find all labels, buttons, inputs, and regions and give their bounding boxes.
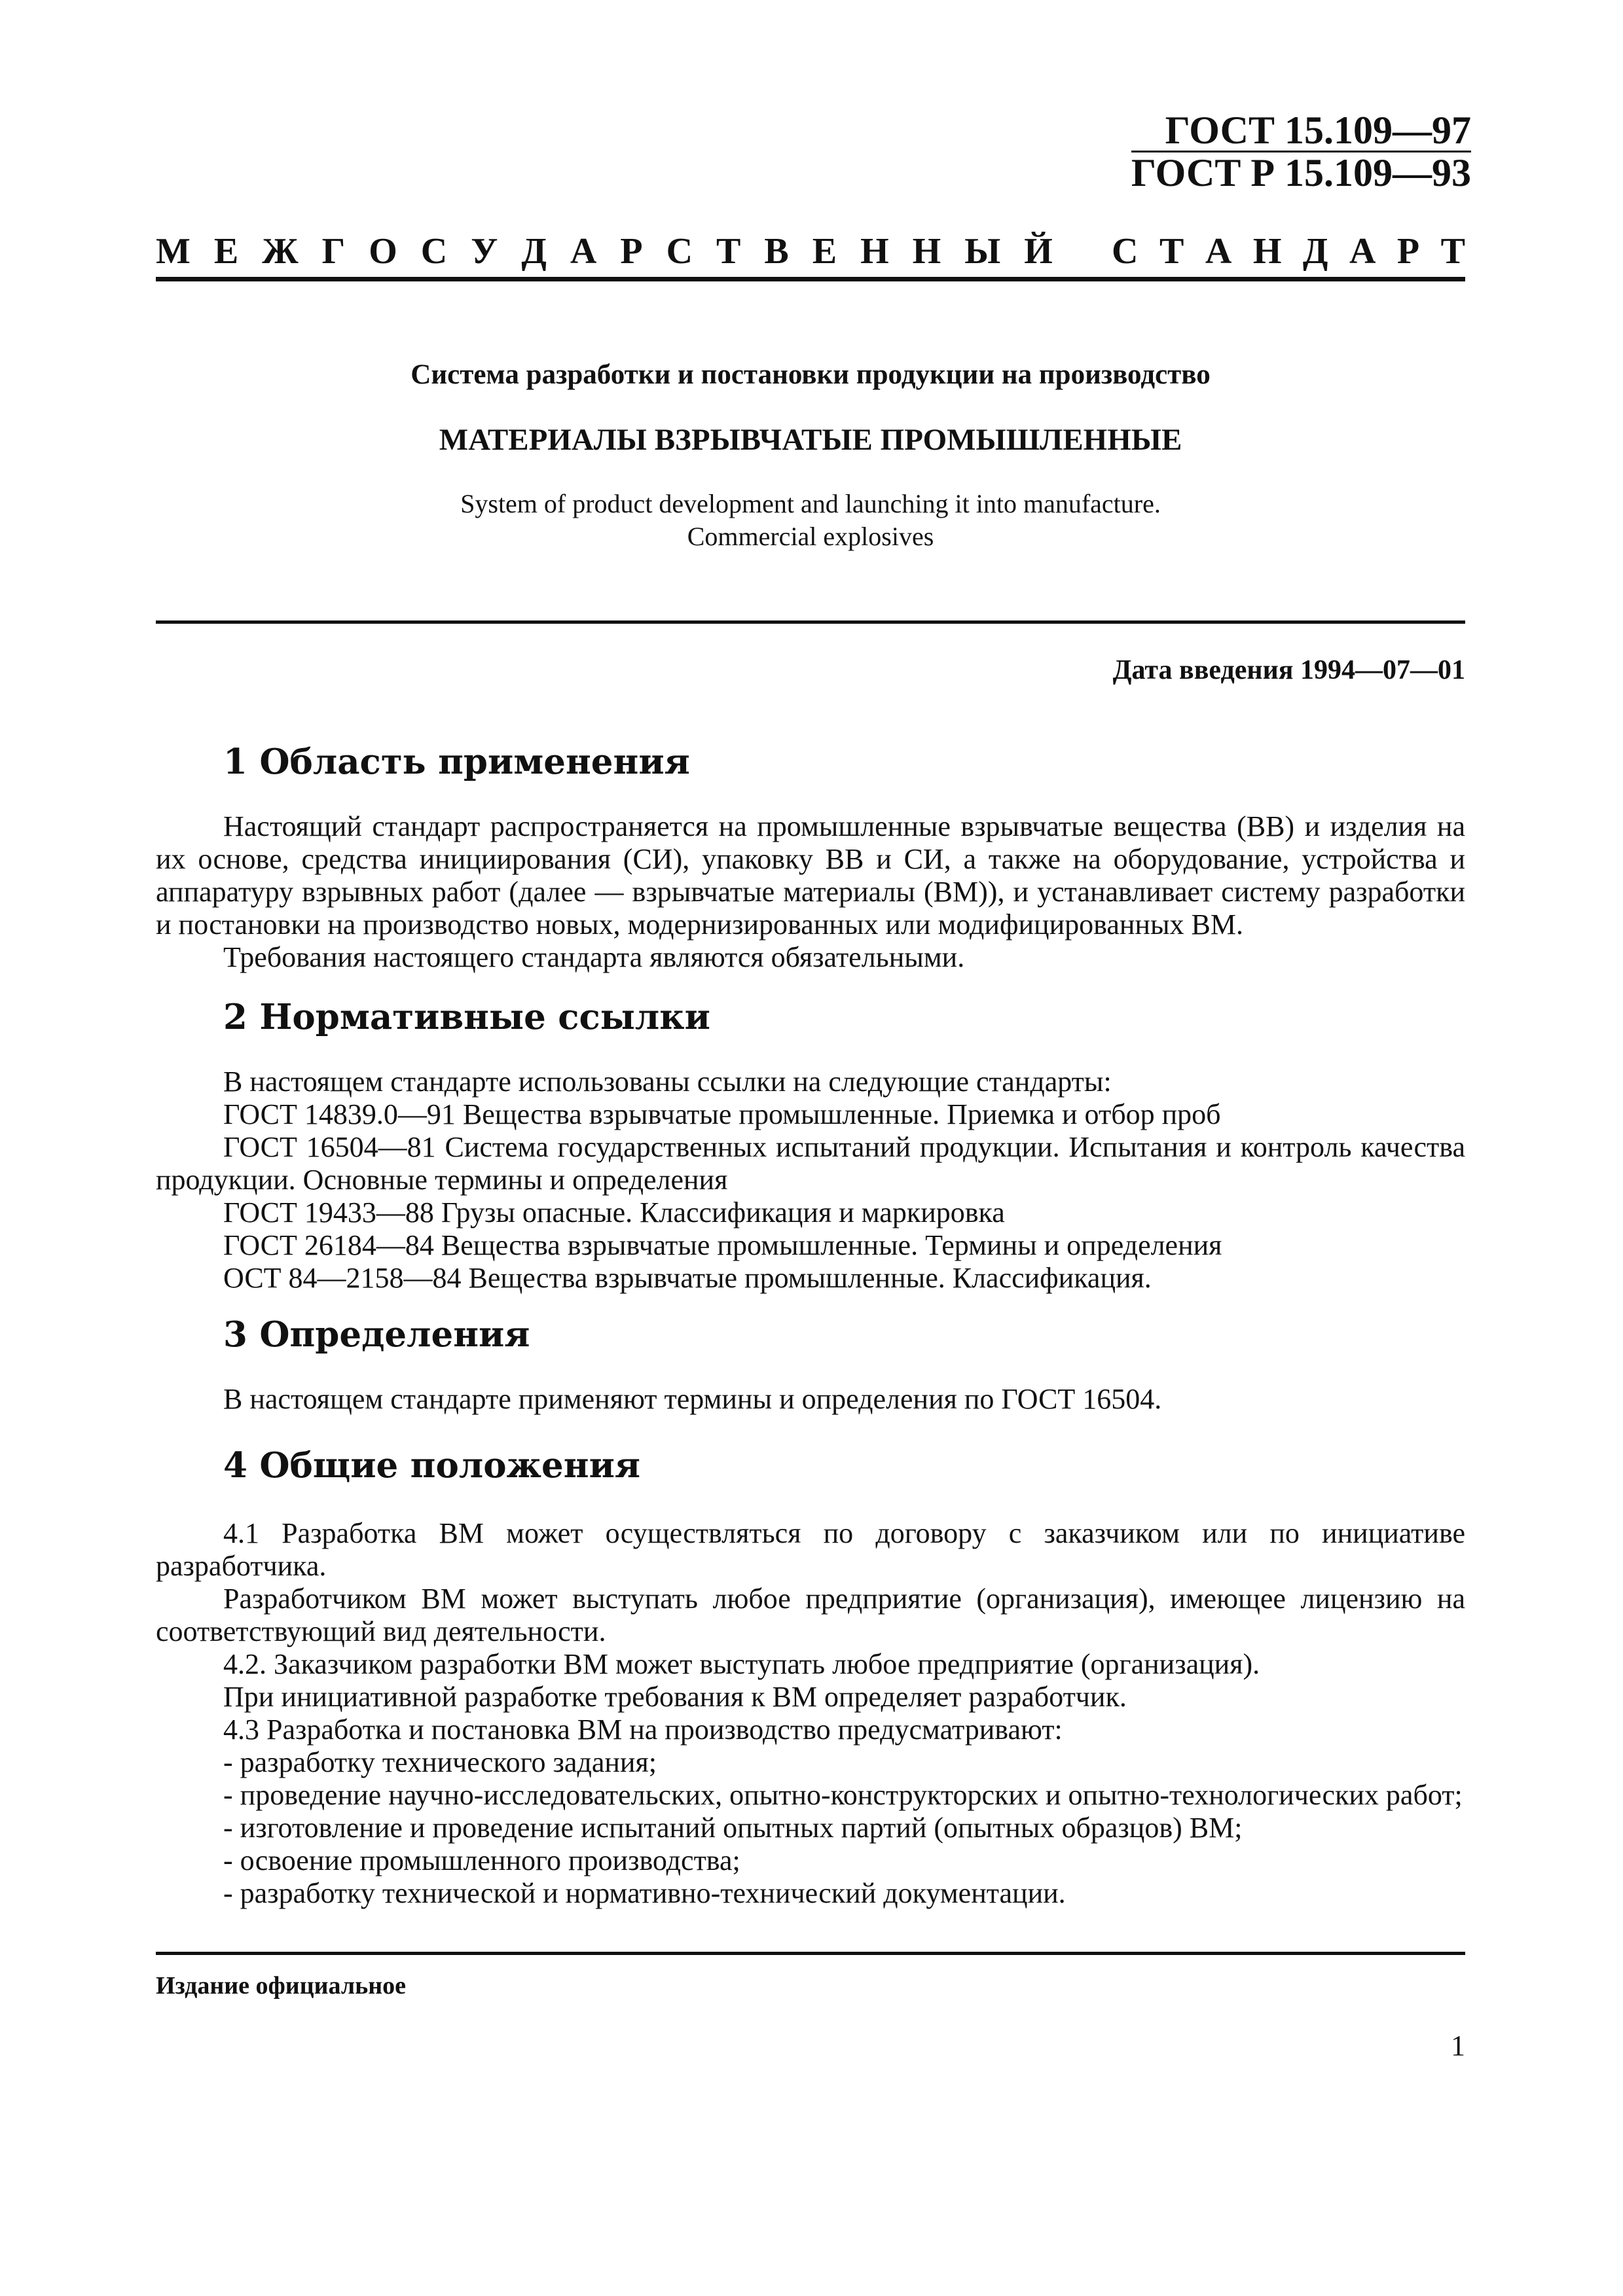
section-4-paragraph: 4.3 Разработка и постановка ВМ на производство предусматривают: [223,1713,1063,1746]
section-4-paragraph: 4.1 Разработка ВМ может осуществляться по договору с заказчиком или по инициативе разработчика. [156,1517,1465,1582]
spaced-letter: Т [716,231,741,272]
section-1-body [156,810,1465,974]
ref-item: ГОСТ 26184—84 Вещества взрывчатые промышленные. Термины и определения [223,1229,1222,1261]
section-1-paragraph: Настоящий стандарт распространяется на промышленные взрывчатые вещества (ВВ) и изделия на их основе, средства инициирования (СИ), упаковку ВВ и СИ, а также на оборудование, устройства и аппаратуру взрывных работ (далее — взрывчатые материалы (ВМ)), и устанавливает систему разработки и постановки на производство новых, модернизированных или модифицированных ВМ. [156,810,1465,941]
section-4-paragraph: 4.2. Заказчиком разработки ВМ может выступать любое предприятие (организация). [223,1648,1260,1680]
page-number: 1 [1451,2030,1465,2062]
spaced-letter: В [764,231,789,272]
main-title: МАТЕРИАЛЫ ВЗРЫВЧАТЫЕ ПРОМЫШЛЕННЫЕ [439,423,1182,457]
list-item: - разработку технического задания; [223,1746,657,1778]
spaced-letter: Е [213,231,239,272]
list-item: - освоение промышленного производства; [223,1844,740,1876]
refs-intro: В настоящем стандарте использованы ссылки на следующие стандарты: [223,1066,1112,1098]
system-title: Система разработки и постановки продукции на производство [410,359,1211,390]
english-title-line1: System of product development and launching it into manufacture. [460,489,1161,518]
spaced-letter: Ж [262,231,299,272]
spaced-letter: Р [620,231,643,272]
ref-item: ГОСТ 14839.0—91 Вещества взрывчатые промышленные. Приемка и отбор проб [223,1098,1221,1130]
gost-code-1: ГОСТ 15.109—97 [1165,109,1471,152]
section-4-heading: 4 Общие положения [223,1445,641,1486]
standard-type-word2 [1112,230,1465,272]
section-4-paragraph: Разработчиком ВМ может выступать любое предприятие (организация), имеющее лицензию на соответствующий вид деятельности. [156,1583,1465,1647]
spaced-letter: Д [521,231,547,272]
spaced-letter: А [570,231,597,272]
spaced-letter: Н [860,231,889,272]
section-1-heading: 1 Область применения [223,742,690,782]
edition-label: Издание официальное [156,1972,407,2000]
spaced-letter: Д [1302,231,1328,272]
section-2-heading: 2 Нормативные ссылки [223,997,710,1037]
spaced-letter: Н [1252,231,1282,272]
section-4-paragraph: При инициативной разработке требования к ВМ определяет разработчик. [223,1681,1127,1713]
spaced-letter: Р [1396,231,1420,272]
ref-item: ОСТ 84—2158—84 Вещества взрывчатые промышленные. Классификация. [223,1262,1152,1294]
english-title-line2: Commercial explosives [687,522,934,551]
section-2-body [156,1066,1465,1295]
spaced-letter: А [1205,231,1232,272]
spaced-letter: Ы [964,231,1001,272]
english-title [156,488,1465,553]
ref-item: ГОСТ 16504—81 Система государственных испытаний продукции. Испытания и контроль качества продукции. Основные термины и определения [156,1131,1465,1196]
spaced-letter: С [1112,231,1139,272]
section-3-body [156,1383,1465,1416]
spaced-letter: Т [1159,231,1184,272]
intro-date: Дата введения 1994—07—01 [1112,655,1465,685]
section-1-paragraph-mandatory: Требования настоящего стандарта являются обязательными. [223,941,965,973]
standard-type-word1 [156,230,1053,272]
spaced-letter: С [666,231,693,272]
title-rule [156,620,1465,624]
list-item: - проведение научно-исследовательских, опытно-конструкторских и опытно-технологических работ; [223,1779,1463,1811]
spaced-letter: С [420,231,448,272]
list-item: - изготовление и проведение испытаний опытных партий (опытных образцов) ВМ; [223,1812,1243,1844]
footer-rule [156,1952,1465,1955]
section-4-body [156,1517,1465,1910]
section-3-heading: 3 Определения [223,1314,530,1355]
section-3-paragraph: В настоящем стандарте применяют термины и определения по ГОСТ 16504. [223,1383,1162,1415]
spaced-letter: Й [1024,231,1053,272]
spaced-letter: Т [1440,231,1465,272]
header-rule [156,277,1465,281]
spaced-letter: О [369,231,397,272]
standard-type [156,230,1465,272]
spaced-letter: Е [812,231,837,272]
gost-codes [1131,110,1471,193]
list-item: - разработку технической и нормативно-технический документации. [223,1877,1066,1909]
gost-code-2: ГОСТ Р 15.109—93 [1131,151,1471,194]
spaced-letter: Г [321,231,346,272]
spaced-letter: М [156,231,191,272]
spaced-letter: А [1349,231,1376,272]
spaced-letter: У [471,231,498,272]
spaced-letter: Н [912,231,941,272]
ref-item: ГОСТ 19433—88 Грузы опасные. Классификация и маркировка [223,1196,1005,1229]
